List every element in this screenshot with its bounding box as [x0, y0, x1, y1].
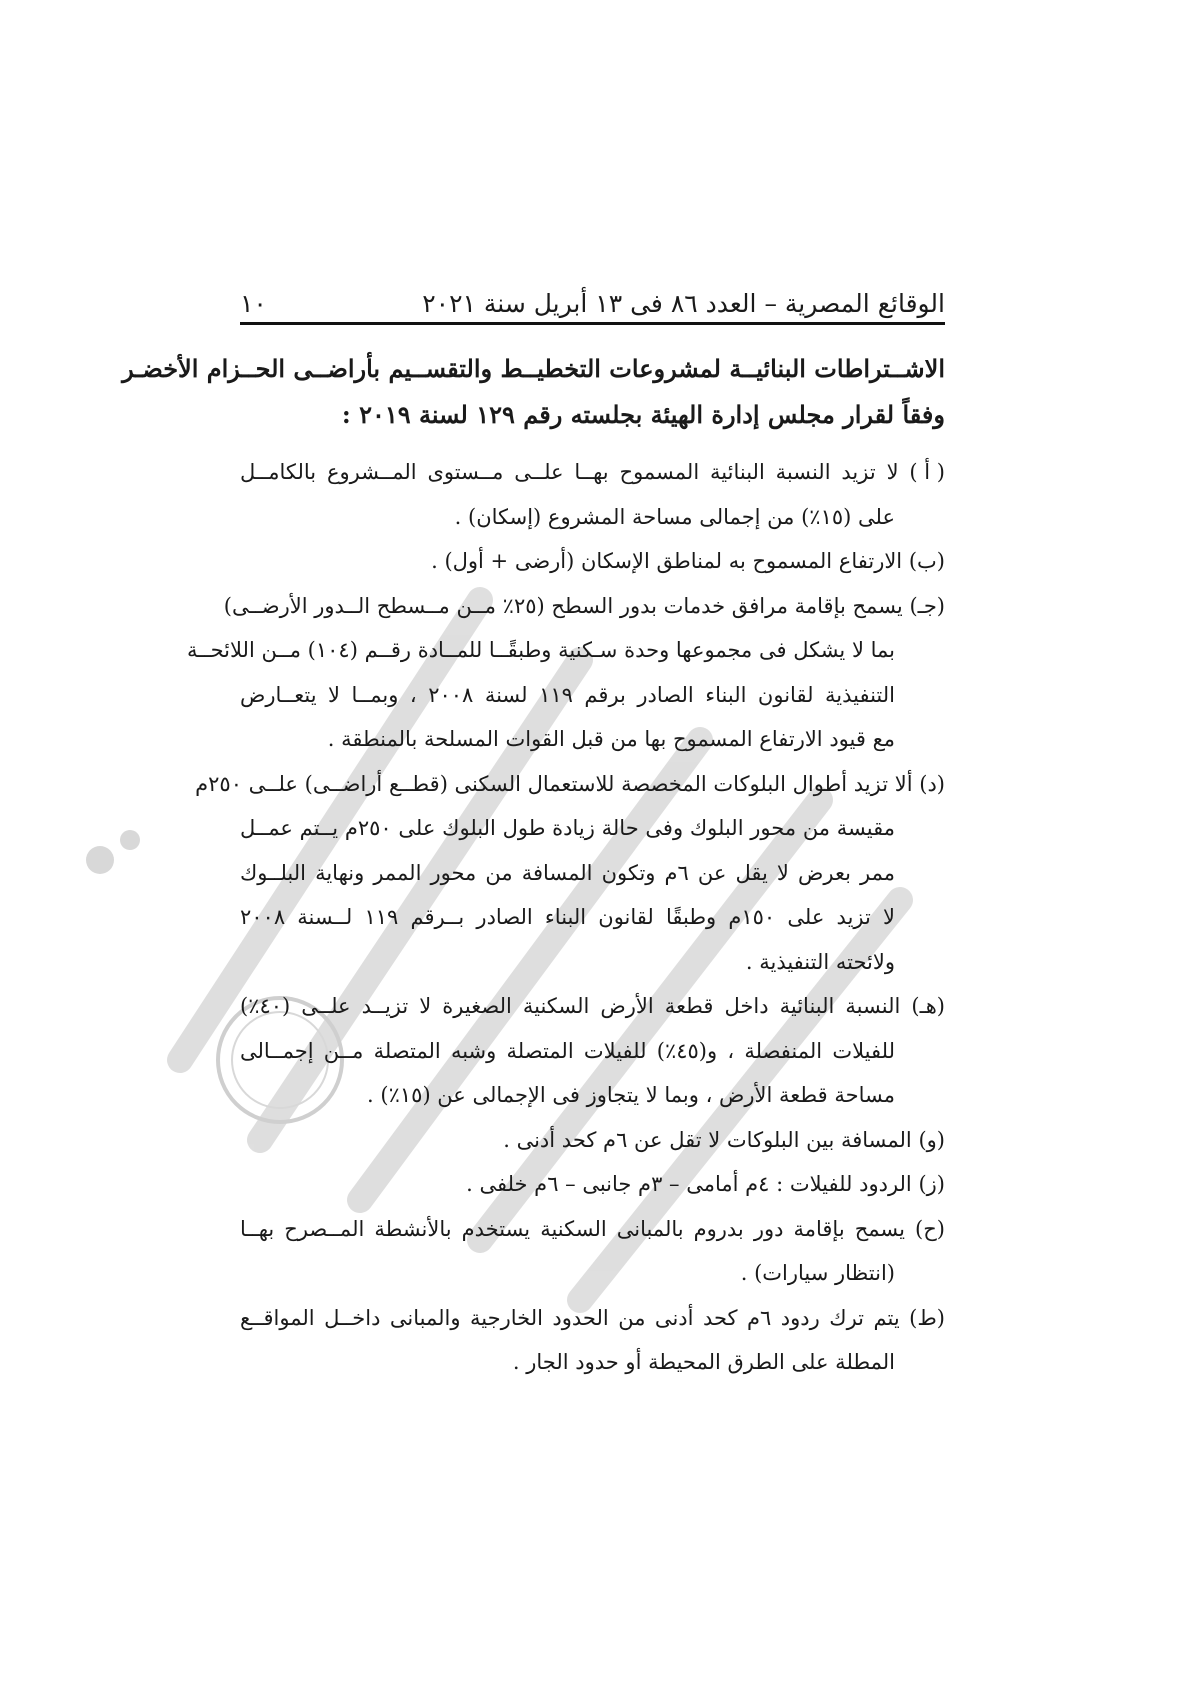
clause-line	[187, 628, 945, 673]
clause-text: مساحة قطعة الأرض ، وبما لا يتجاوز فى الإجمالى عن (١٥٪) .	[367, 1083, 895, 1107]
clause-line	[240, 1029, 945, 1074]
clause-text: ألا تزيد أطوال البلوكات المخصصة للاستعمال السكنى (قطــع أراضــى) علــى ٢٥٠م	[195, 771, 913, 796]
clause-marker: (د)	[919, 771, 945, 796]
clause-text: على (١٥٪) من إجمالى مساحة المشروع (إسكان) .	[454, 504, 895, 529]
clause-text: بما لا يشكل فى مجموعها وحدة سـكنية وطبقًــا للمــادة رقــم (١٠٤) مــن اللائحــة	[187, 638, 895, 662]
clause-line	[240, 984, 945, 1029]
section-title-line-1: الاشــتراطات البنائيــة لمشروعات التخطيــط والتقســيم بأراضــى الحــزام الأخضـر	[122, 354, 945, 383]
clause-marker: (ط)	[909, 1305, 945, 1330]
clause-item	[240, 1162, 945, 1207]
clause-text: الارتفاع المسموح به لمناطق الإسكان (أرضى + أول) .	[431, 549, 903, 573]
clause-text: لا تزيد على ١٥٠م وطبقًا لقانون البناء الصادر بــرقم ١١٩ لــسنة ٢٠٠٨	[240, 905, 895, 929]
clause-text: مع قيود الارتفاع المسموح بها من قبل القوات المسلحة بالمنطقة .	[327, 727, 895, 751]
clause-text: للفيلات المنفصلة ، و(٤٥٪) للفيلات المتصلة وشبه المتصلة مــن إجمــالى	[240, 1038, 895, 1063]
clause-text: التنفيذية لقانون البناء الصادر برقم ١١٩ لسنة ٢٠٠٨ ، وبمــا لا يتعــارض	[240, 682, 895, 707]
clause-list	[187, 450, 945, 1385]
clause-line	[240, 1162, 945, 1207]
clause-item	[240, 1296, 945, 1385]
header-divider	[240, 322, 945, 325]
clause-line	[240, 539, 945, 584]
clause-marker: (جـ)	[909, 593, 945, 618]
clause-marker: (ز)	[918, 1172, 945, 1196]
clause-marker: (و)	[918, 1127, 945, 1152]
clause-text: ولائحته التنفيذية .	[745, 949, 895, 974]
clause-line	[240, 806, 945, 851]
clause-item	[240, 1207, 945, 1296]
clause-item	[240, 450, 945, 539]
page-header	[240, 268, 945, 318]
clause-text: لا تزيد النسبة البنائية المسموح بهــا علــى مــستوى المــشروع بالكامــل	[240, 460, 899, 484]
clause-text: المطلة على الطرق المحيطة أو حدود الجار .	[512, 1350, 895, 1374]
page-number: ١٠	[240, 289, 267, 318]
clause-marker: (هـ)	[911, 994, 945, 1018]
clause-line	[240, 717, 945, 762]
clause-line	[240, 1296, 945, 1341]
clause-line	[240, 1073, 945, 1118]
clause-text: ممر بعرض لا يقل عن ٦م وتكون المسافة من محور الممر ونهاية البلــوك	[240, 860, 895, 885]
clause-text: (انتظار سيارات) .	[740, 1261, 895, 1285]
clause-item	[195, 762, 945, 985]
clause-line	[240, 851, 945, 896]
clause-item	[187, 584, 945, 762]
clause-line	[240, 1251, 945, 1296]
clause-marker: (ب)	[908, 549, 945, 573]
clause-marker: (ح)	[915, 1216, 945, 1241]
clause-line	[223, 584, 945, 629]
clause-text: يسمح بإقامة مرافق خدمات بدور السطح (٢٥٪ مــن مــسطح الــدور الأرضــى)	[223, 593, 903, 618]
clause-text: يسمح بإقامة دور بدروم بالمبانى السكنية يستخدم بالأنشطة المــصرح بهــا	[240, 1216, 905, 1241]
clause-text: النسبة البنائية داخل قطعة الأرض السكنية الصغيرة لا تزيــد علــى (٤٠٪)	[240, 994, 901, 1018]
clause-text: يتم ترك ردود ٦م كحد أدنى من الحدود الخارجية والمبانى داخــل المواقــع	[240, 1305, 900, 1330]
running-title: الوقائع المصرية – العدد ٨٦ فى ١٣ أبريل سنة ٢٠٢١	[422, 289, 945, 318]
clause-line	[240, 895, 945, 940]
clause-item	[240, 984, 945, 1118]
clause-item	[240, 539, 945, 584]
clause-line	[240, 673, 945, 718]
clause-item	[240, 1118, 945, 1163]
clause-text: مقيسة من محور البلوك وفى حالة زيادة طول البلوك على ٢٥٠م يــتم عمــل	[240, 816, 895, 840]
clause-marker: ( أ )	[909, 460, 945, 484]
clause-line	[240, 495, 945, 540]
clause-text: الردود للفيلات : ٤م أمامى – ٣م جانبى – ٦م خلفى .	[466, 1172, 912, 1196]
clause-line	[240, 1340, 945, 1385]
clause-line	[240, 1207, 945, 1252]
clause-text: المسافة بين البلوكات لا تقل عن ٦م كحد أدنى .	[503, 1127, 912, 1152]
clause-line	[240, 940, 945, 985]
clause-line	[195, 762, 945, 807]
clause-line	[240, 450, 945, 495]
section-title-line-2: وفقاً لقرار مجلس إدارة الهيئة بجلسته رقم ١٢٩ لسنة ٢٠١٩ :	[341, 400, 945, 429]
clause-line	[240, 1118, 945, 1163]
